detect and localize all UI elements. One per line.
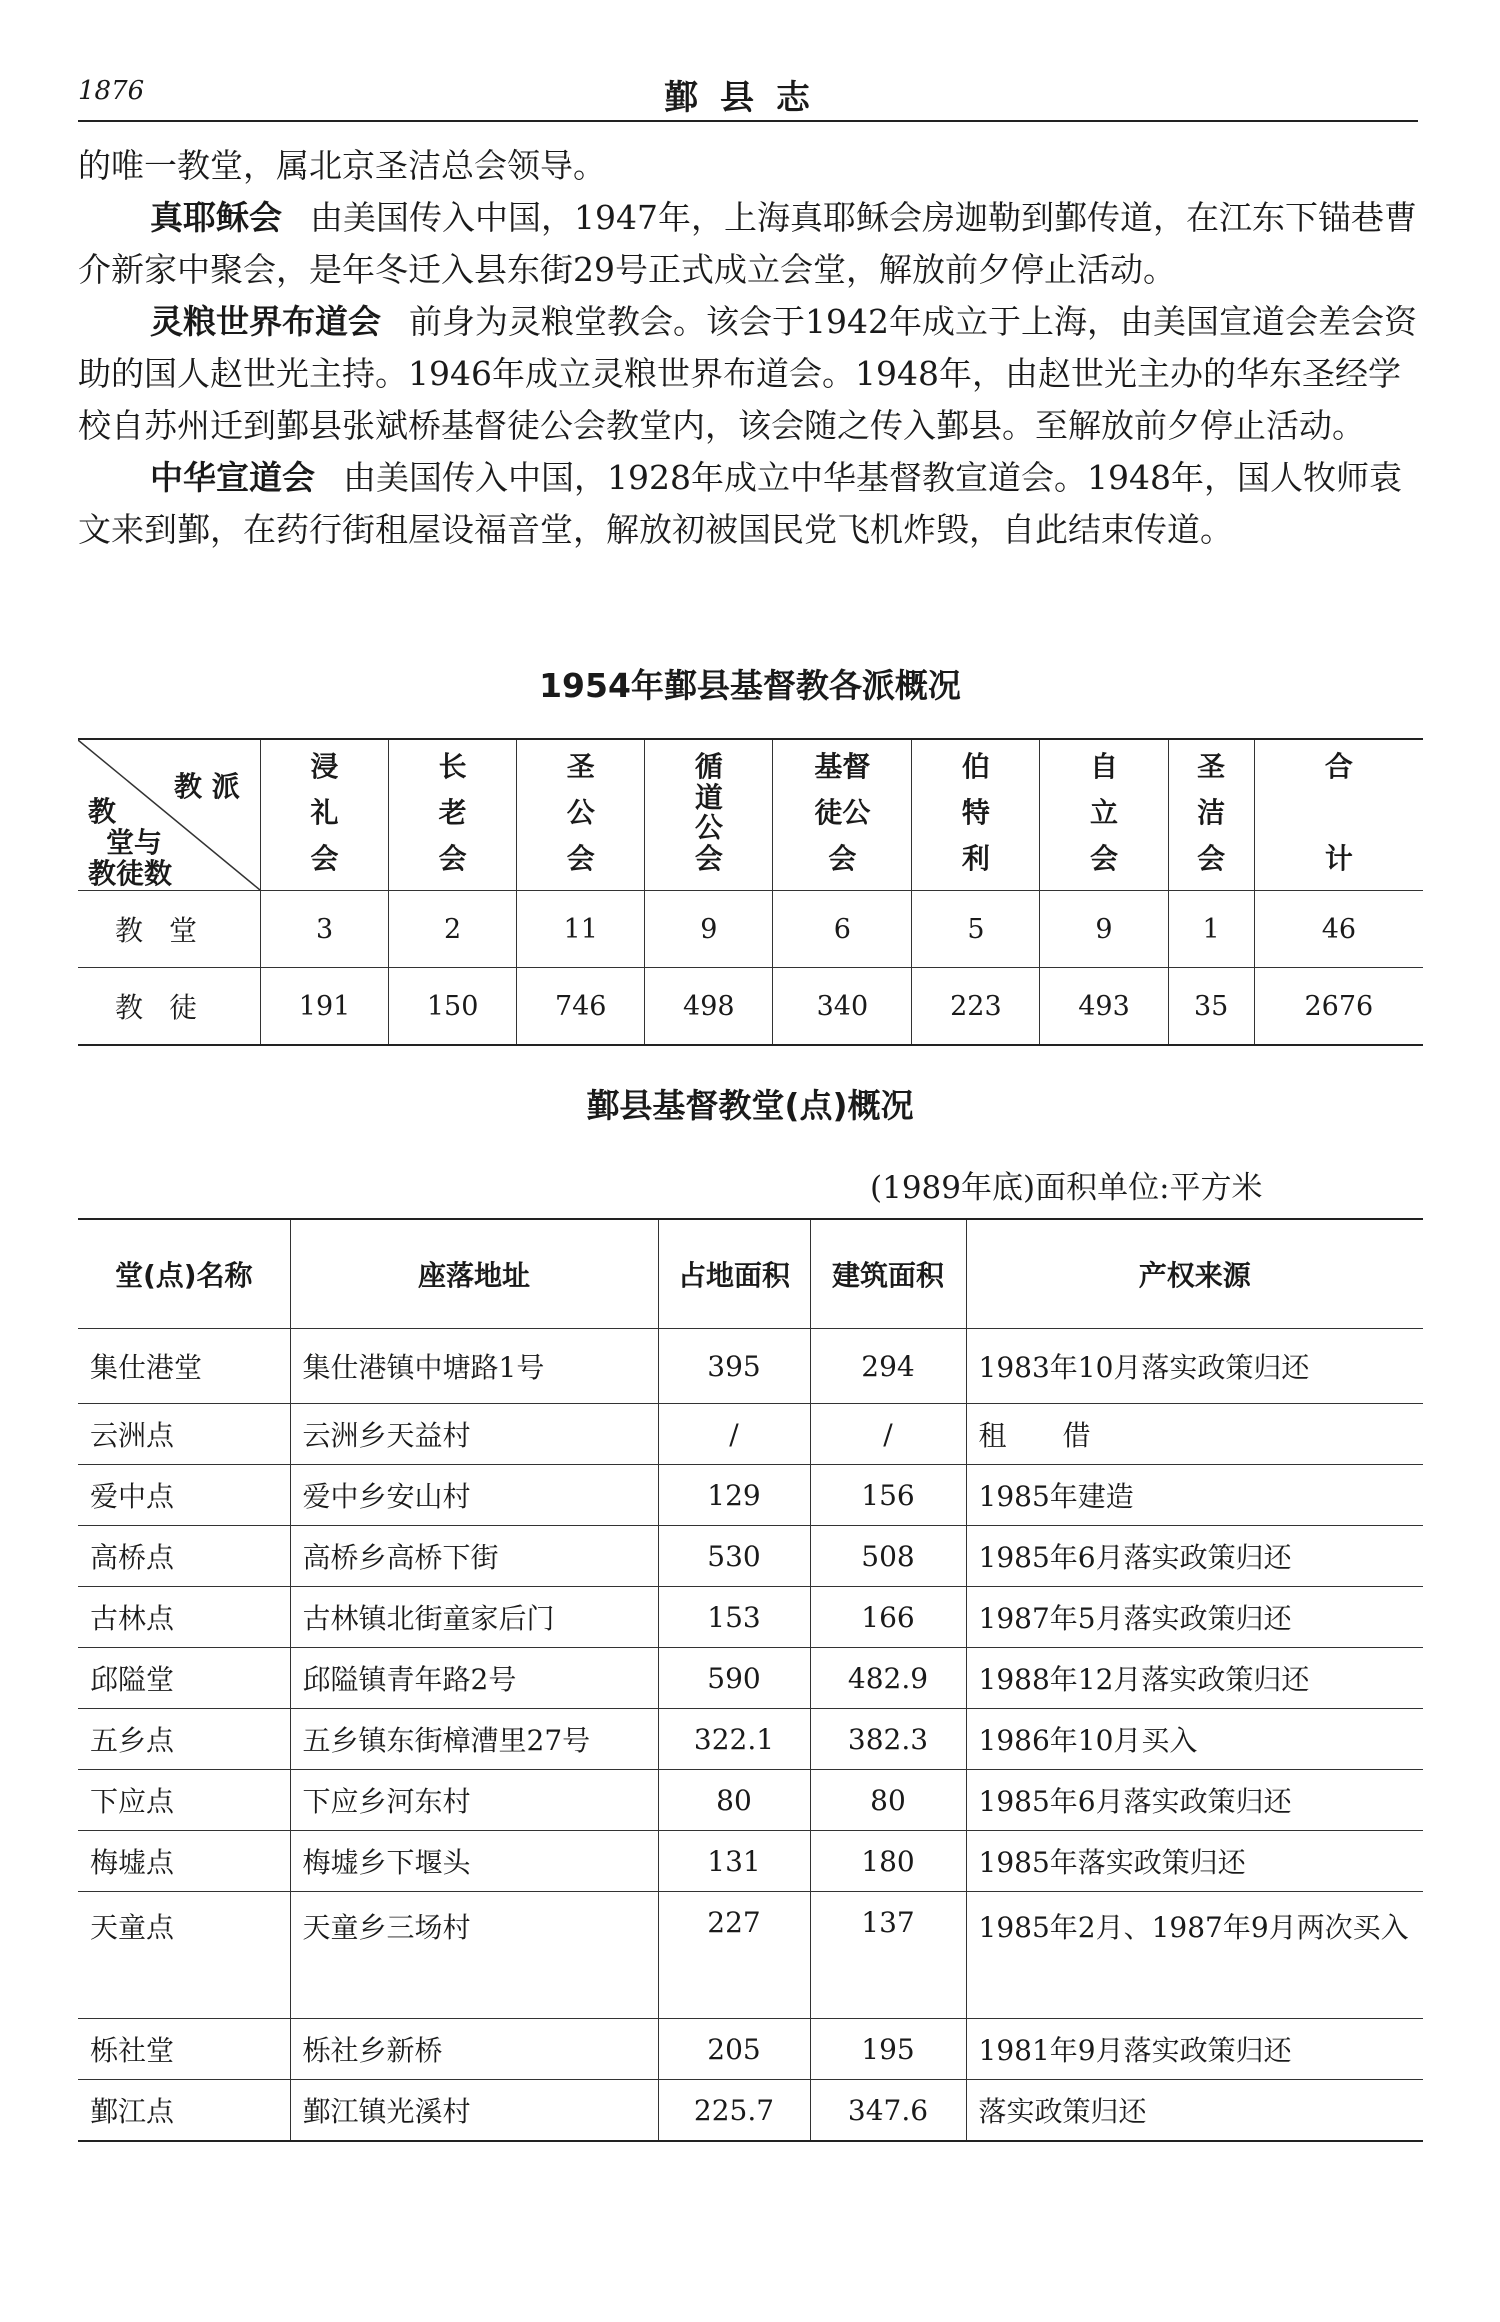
table-cell: 五乡镇东街樟漕里27号: [290, 1709, 658, 1770]
table-cell: 邱隘镇青年路2号: [290, 1648, 658, 1709]
table-header-row: [78, 739, 1423, 891]
column-header: [1168, 739, 1254, 891]
table-row: [78, 891, 1423, 968]
table-cell: 古林镇北街童家后门: [290, 1587, 658, 1648]
church-table: [78, 1218, 1423, 2142]
column-header-char: 公: [694, 811, 723, 845]
column-header-char: 会: [1197, 842, 1226, 875]
table-cell: 云洲乡天益村: [290, 1404, 658, 1465]
table-cell: 下应点: [78, 1770, 290, 1831]
table-cell: 鄞江镇光溪村: [290, 2080, 658, 2142]
column-header: [1254, 739, 1423, 891]
table-cell: 153: [658, 1587, 810, 1648]
denomination-table: [78, 738, 1423, 1046]
intro-line: 的唯一教堂，属北京圣洁总会领导。: [78, 146, 606, 185]
column-header: [912, 739, 1040, 891]
table-row: [78, 1709, 1423, 1770]
page-header: [78, 70, 1418, 122]
column-header-char: 徒公: [814, 796, 871, 829]
table-cell: 180: [810, 1831, 966, 1892]
table-cell: 栎社堂: [78, 2019, 290, 2080]
table-cell: 395: [658, 1329, 810, 1404]
column-header-stack: [912, 740, 1039, 874]
column-header-char: 基督: [814, 750, 871, 783]
table-cell: 80: [810, 1770, 966, 1831]
table-cell: 栎社乡新桥: [290, 2019, 658, 2080]
table-cell: 166: [810, 1587, 966, 1648]
corner-top-label: [174, 770, 240, 804]
table-cell: 高桥点: [78, 1526, 290, 1587]
table-row: [78, 1831, 1423, 1892]
table-cell: 493: [1040, 968, 1168, 1046]
table-cell: 1983年10月落实政策归还: [966, 1329, 1423, 1404]
row-label: 教堂: [78, 891, 261, 968]
table-cell: 爱中点: [78, 1465, 290, 1526]
corner-left-line: 教徒数: [88, 857, 173, 890]
table-cell: 225.7: [658, 2080, 810, 2142]
table-cell: 530: [658, 1526, 810, 1587]
column-header-char: 循: [694, 750, 723, 783]
table-cell: 古林点: [78, 1587, 290, 1648]
table-row: [78, 1770, 1423, 1831]
table-row: [78, 1648, 1423, 1709]
table-cell: 150: [389, 968, 517, 1046]
table-cell: 9: [1040, 891, 1168, 968]
column-header-char: 洁: [1197, 796, 1226, 829]
table-header-row: [78, 1219, 1423, 1329]
table-cell: 746: [517, 968, 645, 1046]
table-cell: 2: [389, 891, 517, 968]
column-header-char: 利: [961, 842, 990, 875]
table-cell: 131: [658, 1831, 810, 1892]
table-row: [78, 1329, 1423, 1404]
table-cell: 498: [645, 968, 773, 1046]
table-row: [78, 1587, 1423, 1648]
column-header: 座落地址: [290, 1219, 658, 1329]
column-header: [517, 739, 645, 891]
column-header-stack: [1169, 740, 1254, 874]
column-header-stack: [773, 740, 911, 874]
column-header-char: 道: [694, 780, 723, 814]
table-cell: 1: [1168, 891, 1254, 968]
table-cell: 294: [810, 1329, 966, 1404]
table-cell: 223: [912, 968, 1040, 1046]
column-header-char: 公: [566, 796, 595, 829]
table-cell: 11: [517, 891, 645, 968]
column-header: [773, 739, 912, 891]
table-cell: 227: [658, 1892, 810, 2019]
table-cell: 340: [773, 968, 912, 1046]
table-cell: 191: [261, 968, 389, 1046]
table-cell: 高桥乡高桥下街: [290, 1526, 658, 1587]
column-header-char: 会: [828, 842, 857, 875]
table-cell: 天童乡三场村: [290, 1892, 658, 2019]
table-cell: 6: [773, 891, 912, 968]
column-header: [261, 739, 389, 891]
page-number: 1876: [78, 76, 145, 106]
table-cell: 1981年9月落实政策归还: [966, 2019, 1423, 2080]
column-header: [645, 739, 773, 891]
corner-top-text: 教 派: [174, 770, 240, 803]
table-cell: 下应乡河东村: [290, 1770, 658, 1831]
table-row: [78, 2019, 1423, 2080]
section-paragraph: [78, 296, 1423, 452]
corner-left-line: 教: [88, 795, 117, 828]
column-header-char: 浸: [310, 750, 339, 783]
table-cell: 1986年10月买入: [966, 1709, 1423, 1770]
table-cell: 五乡点: [78, 1709, 290, 1770]
section-text: 由美国传入中国，1928年成立中华基督教宣道会。1948年，国人牧师袁文来到鄞，在药行街租屋设福音堂，解放初被国民党飞机炸毁，自此结束传道。: [78, 458, 1402, 549]
table-cell: 508: [810, 1526, 966, 1587]
column-header: 占地面积: [658, 1219, 810, 1329]
section-term: 灵粮世界布道会: [150, 302, 381, 341]
column-header-char: 长: [438, 750, 467, 783]
table-cell: 1985年2月、1987年9月两次买入: [966, 1892, 1423, 2019]
table-cell: 梅墟点: [78, 1831, 290, 1892]
column-header-char: 礼: [310, 796, 339, 829]
column-header-stack: [645, 740, 772, 874]
table-cell: 80: [658, 1770, 810, 1831]
table-cell: 1985年落实政策归还: [966, 1831, 1423, 1892]
table-cell: 天童点: [78, 1892, 290, 2019]
table2-title: 鄞县基督教堂(点)概况: [586, 1086, 914, 1125]
column-header-char: 老: [438, 796, 467, 829]
column-header: 产权来源: [966, 1219, 1423, 1329]
table-cell: 落实政策归还: [966, 2080, 1423, 2142]
table-cell: 1985年建造: [966, 1465, 1423, 1526]
table-cell: 1988年12月落实政策归还: [966, 1648, 1423, 1709]
table-cell: /: [658, 1404, 810, 1465]
table-row: [78, 1892, 1423, 2019]
table-cell: 46: [1254, 891, 1423, 968]
column-header-char: 会: [310, 842, 339, 875]
diagonal-corner-cell: [78, 739, 261, 891]
body-text: [78, 140, 1423, 556]
column-header: [1040, 739, 1168, 891]
table-row: [78, 1465, 1423, 1526]
column-header-stack: [1255, 740, 1423, 874]
column-header-stack: [389, 740, 516, 874]
table-cell: 爱中乡安山村: [290, 1465, 658, 1526]
corner-left-line: 堂与: [106, 826, 163, 859]
column-header-char: 伯: [961, 750, 990, 783]
table-cell: 129: [658, 1465, 810, 1526]
table-cell: 322.1: [658, 1709, 810, 1770]
table-cell: /: [810, 1404, 966, 1465]
column-header-stack: [261, 740, 388, 874]
book-title: 鄞县志: [664, 78, 832, 118]
table-cell: 205: [658, 2019, 810, 2080]
table-cell: 347.6: [810, 2080, 966, 2142]
table-cell: 1987年5月落实政策归还: [966, 1587, 1423, 1648]
table-cell: 1985年6月落实政策归还: [966, 1526, 1423, 1587]
corner-left-label: [88, 796, 172, 889]
table-cell: 集仕港镇中塘路1号: [290, 1329, 658, 1404]
table-cell: 35: [1168, 968, 1254, 1046]
table-cell: 3: [261, 891, 389, 968]
table-cell: 156: [810, 1465, 966, 1526]
column-header-char: 立: [1089, 796, 1118, 829]
column-header-char: 圣: [566, 750, 595, 783]
section-term: 中华宣道会: [150, 458, 315, 497]
table-row: [78, 2080, 1423, 2142]
table-cell: 382.3: [810, 1709, 966, 1770]
table-cell: 1985年6月落实政策归还: [966, 1770, 1423, 1831]
table-cell: 邱隘堂: [78, 1648, 290, 1709]
table-cell: 590: [658, 1648, 810, 1709]
table-cell: 482.9: [810, 1648, 966, 1709]
column-header-char: 特: [961, 796, 990, 829]
section-paragraph: [78, 452, 1423, 556]
column-header: [389, 739, 517, 891]
table-cell: 195: [810, 2019, 966, 2080]
column-header-char: 自: [1089, 750, 1118, 783]
table-cell: 9: [645, 891, 773, 968]
table-cell: 137: [810, 1892, 966, 2019]
column-header-char: 计: [1324, 842, 1353, 875]
section-text: 由美国传入中国，1947年，上海真耶稣会房迦勒到鄞传道，在江东下锚巷曹介新家中聚会，是年冬迁入县东街29号正式成立会堂，解放前夕停止活动。: [78, 198, 1417, 289]
column-header-char: 会: [1089, 842, 1118, 875]
table-row: [78, 1526, 1423, 1587]
table-cell: 租 借: [966, 1404, 1423, 1465]
column-header: 堂(点)名称: [78, 1219, 290, 1329]
table-row: [78, 1404, 1423, 1465]
column-header: 建筑面积: [810, 1219, 966, 1329]
table-row: [78, 968, 1423, 1046]
column-header-char: 会: [694, 841, 723, 875]
table-cell: 鄞江点: [90, 2095, 175, 2128]
table-cell: 集仕港堂: [78, 1329, 290, 1404]
column-header-char: 会: [438, 842, 467, 875]
table-cell: 云洲点: [78, 1404, 290, 1465]
table-cell: 梅墟乡下堰头: [290, 1831, 658, 1892]
section-term: 真耶稣会: [150, 198, 282, 237]
table1-title: 1954年鄞县基督教各派概况: [539, 666, 961, 705]
column-header-stack: [1040, 740, 1167, 874]
section-text: 前身为灵粮堂教会。该会于1942年成立于上海，由美国宣道会差会资助的国人赵世光主持。1946年成立灵粮世界布道会。1948年，由赵世光主办的华东圣经学校自苏州迁到鄞县张斌桥基督徒公会教堂内，该会随之传入鄞县。至解放前夕停止活动。: [78, 302, 1417, 445]
table-cell: 5: [912, 891, 1040, 968]
column-header-stack: [517, 740, 644, 874]
column-header-char: 会: [566, 842, 595, 875]
column-header-char: 合: [1324, 750, 1353, 783]
column-header-char: 圣: [1197, 750, 1226, 783]
section-paragraph: [78, 192, 1423, 296]
row-label: 教徒: [114, 991, 223, 1024]
unit-note: (1989年底)面积单位:平方米: [870, 1170, 1263, 1206]
table-cell: 2676: [1254, 968, 1423, 1046]
